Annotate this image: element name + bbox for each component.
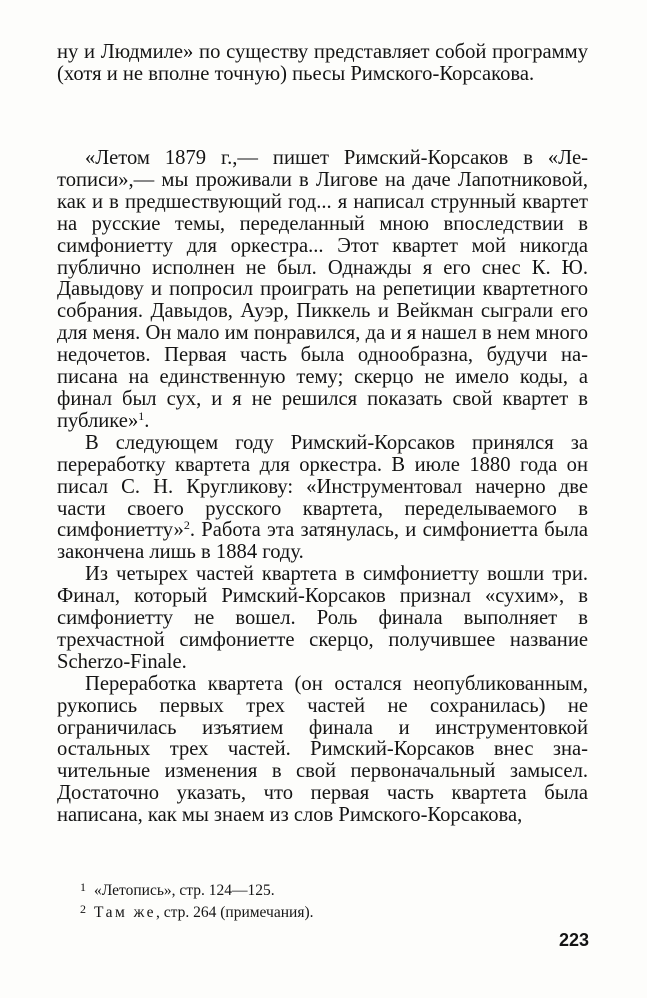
- main-text: [57, 148, 588, 827]
- quote-paragraph: «Летом 1879 г.,— пишет Римский-Корсаков в «Летописи»,— мы проживали в Лигове на даче Лапотниковой, как и в предшествующий год... я написал струнный квартет на русские темы, переделанный мною впоследствии в симфониетту для оркестра... Этот квартет мой никогда публично исполнен не был. Однажды я его снес К. Ю. Давыдову и попросил проиграть на репетиции квартетного собрания. Давыдов, Ауэр, Пиккель и Вейкман сыграли его для меня. Он мало им понравился, да и я нашел в нем много недочетов. Первая часть была однообразна, будучи написана на единственную тему; скерцо не имело коды, а финал был сух, и я не решился показать свой квартет в публике»$^1$.: [57, 147, 588, 432]
- footnote-mark: 2: [80, 902, 86, 916]
- paragraph-4: Переработка квартета (он остался неопубликованным, рукопись первых трех частей не сохранилась) не ограничилась изъятием финала и инструментовкой остальных трех частей. Римский-Корсаков внес значительные изменения в свой первоначальный замысел. Достаточно указать, что первая часть квартета была написана, как мы знаем из слов Римского-Корсакова,: [57, 672, 588, 827]
- footnote-mark: 1: [80, 880, 86, 894]
- footnote-2: [80, 900, 580, 922]
- footnote-ref-2: 2: [183, 518, 190, 533]
- footnote-ref-1: 1: [138, 408, 145, 423]
- page-number: 223: [559, 930, 590, 950]
- paragraph-3: Из четырех частей квартета в симфониетту вошли три. Финал, который Римский-Корсаков признал «сухим», в симфониетту не вошел. Роль финала выполняет в трехчастной симфониетте скерцо, получившее название Scherzo-Finale.: [57, 563, 588, 673]
- footnote-text: «Летопись», стр. 124—125.: [94, 882, 275, 899]
- footnotes: [80, 878, 580, 922]
- intro-block: [57, 42, 588, 86]
- paragraph-2: В следующем году Римский-Корсаков принялся за переработку квартета для оркестра. В июле 1880 года он писал С. Н. Кругликову: «Инструментовал начерно две части своего русского квартета, переделываемого в симфониетту»$^2$. Работа эта затянулась, и симфониетта была закончена лишь в 1884 году.: [57, 431, 588, 564]
- footnote-ibid: Там же: [94, 904, 157, 921]
- footnote-text: , стр. 264 (примечания).: [156, 904, 314, 921]
- intro-paragraph: ну и Людмиле» по существу представляет собой программу (хотя и не вполне точную) пьесы Римского-Корсакова.: [57, 41, 588, 85]
- footnote-1: [80, 878, 580, 900]
